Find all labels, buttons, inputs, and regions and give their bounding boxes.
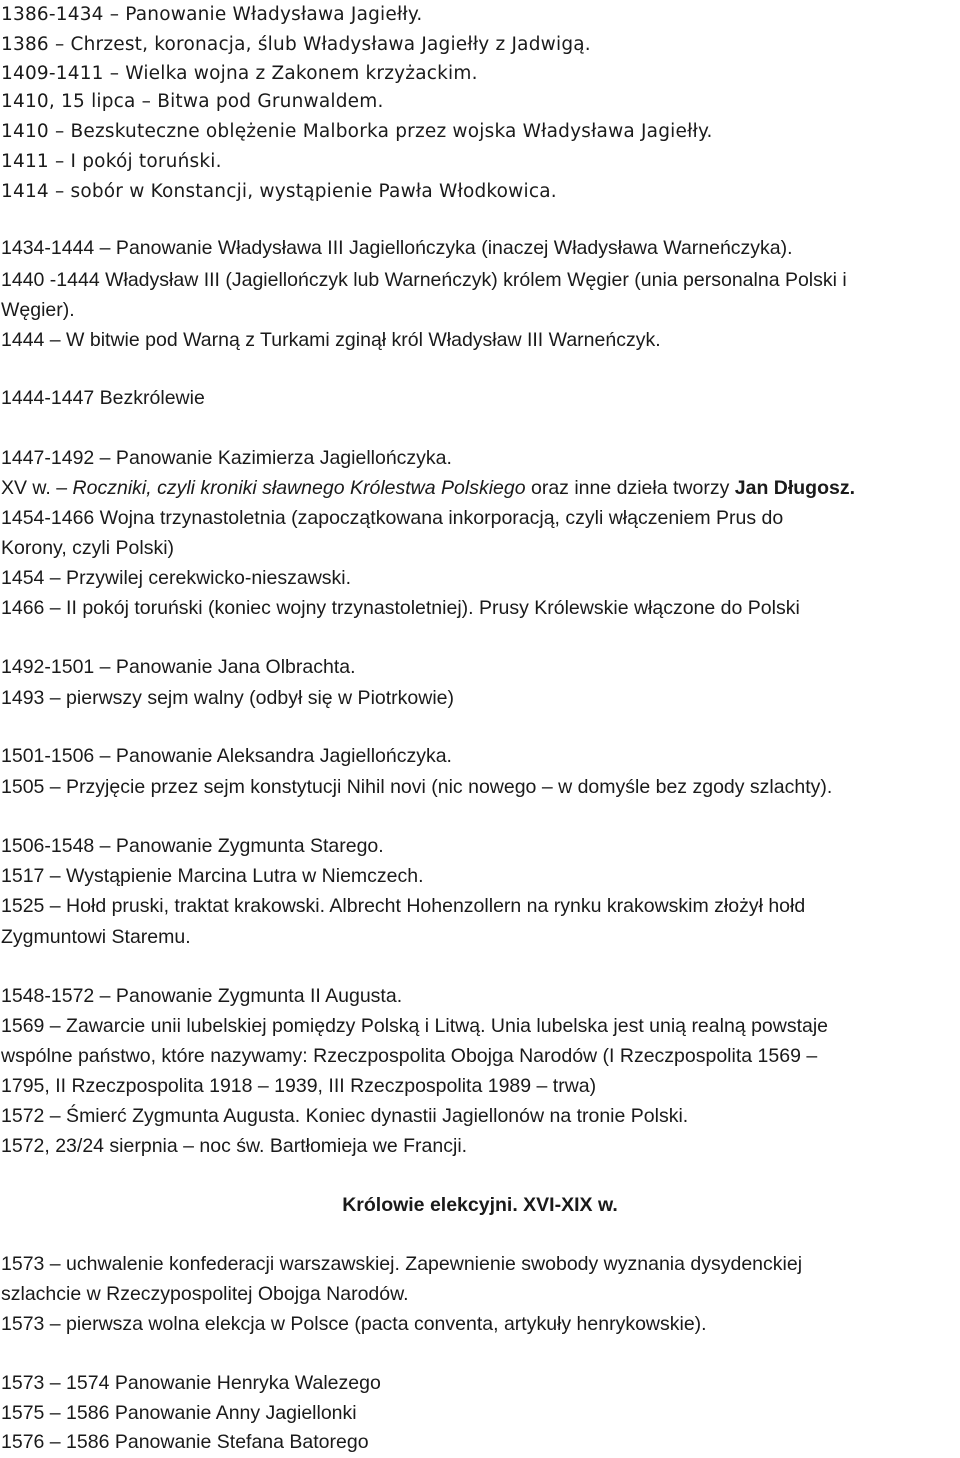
text-line: 1454-1466 Wojna trzynastoletnia (zapoczątkowana inkorporacją, czyli włączeniem Prus do [1, 507, 784, 529]
text-line: 1444 – W bitwie pod Warną z Turkami zginął król Władysław III Warneńczyk. [1, 329, 661, 351]
text-line: 1525 – Hołd pruski, traktat krakowski. Albrecht Hohenzollern na rynku krakowskim złożył hołd [1, 895, 806, 917]
text-line: 1569 – Zawarcie unii lubelskiej pomiędzy Polską i Litwą. Unia lubelska jest unią realną powstaje [1, 1015, 829, 1037]
text-line: 1576 – 1586 Panowanie Stefana Batorego [1, 1431, 369, 1453]
text-line: 1440 -1444 Władysław III (Jagiellończyk lub Warneńczyk) królem Węgier (unia personalna Polski i [1, 269, 847, 291]
author-name: Jan Długosz. [734, 477, 856, 499]
text-line: 1386-1434 – Panowanie Władysława Jagiełły. [1, 4, 423, 25]
text-line: 1572 – Śmierć Zygmunta Augusta. Koniec dynastii Jagiellonów na tronie Polski. [1, 1105, 689, 1127]
text-line: 1493 – pierwszy sejm walny (odbył się w Piotrkowie) [1, 687, 455, 709]
text-line: 1572, 23/24 sierpnia – noc św. Bartłomieja we Francji. [1, 1135, 468, 1157]
text-line: 1573 – 1574 Panowanie Henryka Walezego [1, 1372, 381, 1394]
text-line: 1434-1444 – Panowanie Władysława III Jagiellończyka (inaczej Władysława Warneńczyka). [1, 237, 793, 259]
text-line: 1573 – pierwsza wolna elekcja w Polsce (pacta conventa, artykuły henrykowskie). [1, 1313, 707, 1335]
text-line: szlachcie w Rzeczypospolitej Obojga Narodów. [1, 1283, 409, 1305]
text-line: Zygmuntowi Staremu. [1, 926, 191, 948]
text-line: 1466 – II pokój toruński (koniec wojny trzynastoletniej). Prusy Królewskie włączone do Polski [1, 597, 800, 619]
text-line: 1517 – Wystąpienie Marcina Lutra w Niemczech. [1, 865, 424, 887]
text-line: 1447-1492 – Panowanie Kazimierza Jagiellończyka. [1, 447, 452, 469]
text-line: 1795, II Rzeczpospolita 1918 – 1939, III Rzeczpospolita 1989 – trwa) [1, 1075, 597, 1097]
text-fragment: oraz inne dzieła tworzy [530, 477, 730, 499]
text-line: Węgier). [1, 299, 75, 321]
text-line: 1548-1572 – Panowanie Zygmunta II Augusta. [1, 985, 403, 1007]
text-line: 1575 – 1586 Panowanie Anny Jagiellonki [1, 1402, 357, 1424]
text-line: 1505 – Przyjęcie przez sejm konstytucji Nihil novi (nic nowego – w domyśle bez zgody szlachty). [1, 776, 833, 798]
text-line: 1410, 15 lipca – Bitwa pod Grunwaldem. [1, 91, 384, 112]
text-line: 1506-1548 – Panowanie Zygmunta Starego. [1, 835, 384, 857]
century-label: XV w. – [1, 477, 68, 499]
text-line: wspólne państwo, które nazywamy: Rzeczpospolita Obojga Narodów (I Rzeczpospolita 1569 – [1, 1045, 818, 1067]
text-line: 1410 – Bezskuteczne oblężenie Malborka przez wojska Władysława Jagiełły. [1, 121, 713, 142]
text-line: 1501-1506 – Panowanie Aleksandra Jagiellończyka. [1, 745, 452, 767]
text-line: Korony, czyli Polski) [1, 537, 175, 559]
text-line: 1454 – Przywilej cerekwicko-nieszawski. [1, 567, 352, 589]
book-title: Roczniki, czyli kroniki sławnego Królestwa Polskiego [72, 477, 526, 499]
text-line: 1492-1501 – Panowanie Jana Olbrachta. [1, 656, 356, 678]
text-line: 1411 – I pokój toruński. [1, 151, 222, 172]
text-line: 1573 – uchwalenie konfederacji warszawskiej. Zapewnienie swobody wyznania dysydenckiej [1, 1253, 803, 1275]
section-heading: Królowie elekcyjni. XVI-XIX w. [342, 1194, 618, 1216]
text-line: 1409-1411 – Wielka wojna z Zakonem krzyżackim. [1, 63, 478, 84]
text-line [1, 473, 960, 503]
text-line: 1414 – sobór w Konstancji, wystąpienie Pawła Włodkowica. [1, 181, 557, 202]
text-line: 1386 – Chrzest, koronacja, ślub Władysława Jagiełły z Jadwigą. [1, 34, 591, 55]
text-line: 1444-1447 Bezkrólewie [1, 387, 205, 409]
